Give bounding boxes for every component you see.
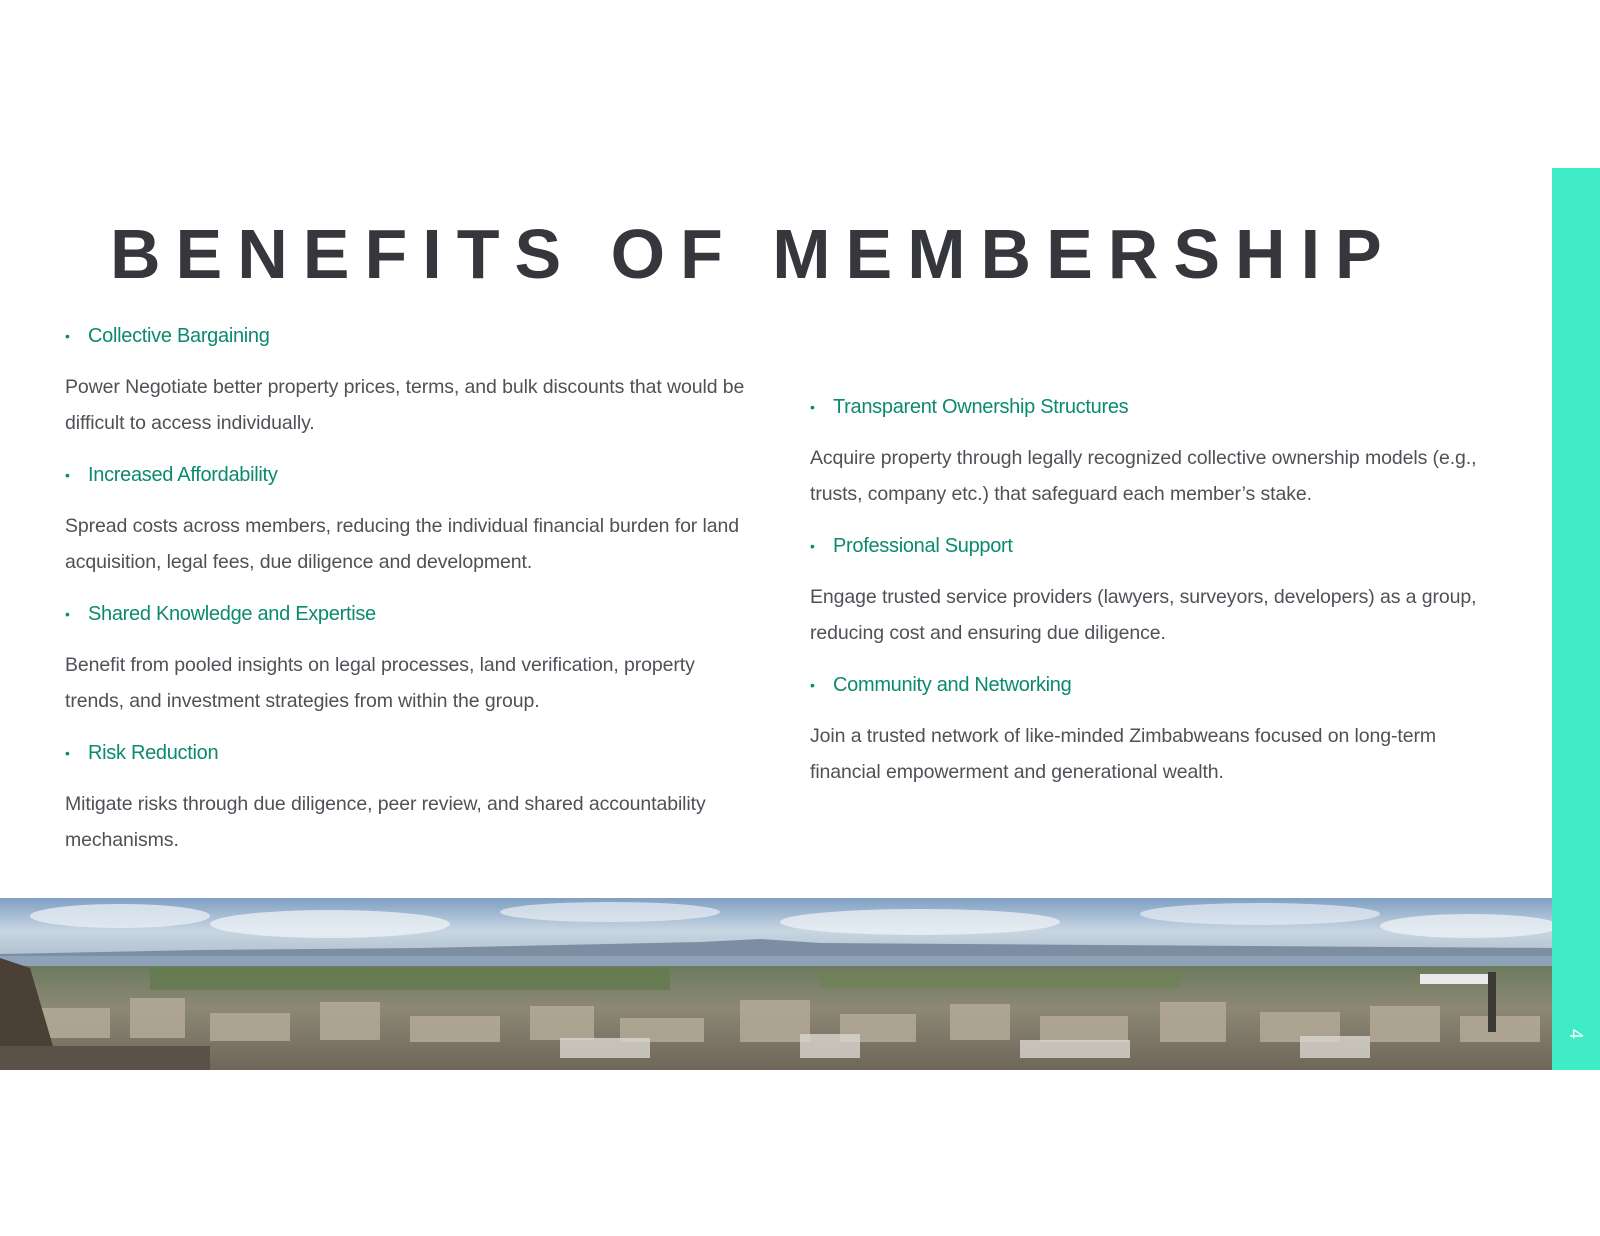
benefit-heading-label: Shared Knowledge and Expertise (88, 603, 376, 625)
benefit-heading-label: Risk Reduction (88, 742, 219, 764)
benefit-heading-label: Professional Support (833, 535, 1013, 557)
benefit-description: Mitigate risks through due diligence, peer review, and shared accountability mechanisms. (65, 793, 706, 851)
benefit-description: Spread costs across members, reducing the individual financial burden for land acquisition, legal fees, due diligence and development. (65, 515, 739, 573)
benefit-heading-label: Increased Affordability (88, 464, 278, 486)
bullet-icon: • (810, 677, 815, 693)
benefit-heading-label: Community and Networking (833, 674, 1072, 696)
bullet-icon: • (810, 399, 815, 415)
benefit-increased-affordability (65, 457, 755, 580)
benefit-heading (65, 596, 755, 632)
benefit-description: Join a trusted network of like-minded Zimbabweans focused on long-term financial empowerment and generational wealth. (810, 725, 1436, 783)
benefit-heading-label: Transparent Ownership Structures (833, 396, 1129, 418)
benefit-description: Benefit from pooled insights on legal processes, land verification, property trends, and investment strategies from within the group. (65, 654, 695, 712)
city-panorama-image (0, 898, 1553, 1070)
benefit-heading (65, 735, 755, 771)
bullet-icon: • (65, 467, 70, 483)
city-panorama-illustration (0, 898, 1553, 1070)
bullet-icon: • (810, 538, 815, 554)
bullet-icon: • (65, 606, 70, 622)
slide-title: BENEFITS OF MEMBERSHIP (110, 215, 1397, 293)
benefit-heading-label: Collective Bargaining (88, 325, 270, 347)
benefit-collective-bargaining (65, 318, 755, 441)
left-benefits-column (65, 318, 755, 874)
benefit-transparent-ownership (810, 389, 1500, 512)
right-benefits-column (810, 389, 1500, 806)
bullet-icon: • (65, 328, 70, 344)
benefit-description: Engage trusted service providers (lawyers, surveyors, developers) as a group, reducing cost and ensuring due diligence. (810, 586, 1477, 644)
benefit-description: Acquire property through legally recognized collective ownership models (e.g., trusts, company etc.) that safeguard each member’s stake. (810, 447, 1477, 505)
bullet-icon: • (65, 745, 70, 761)
benefit-heading (65, 318, 755, 354)
benefit-community-networking (810, 667, 1500, 790)
benefit-heading (810, 389, 1500, 425)
page-number: 4 (1566, 1028, 1586, 1039)
benefit-professional-support (810, 528, 1500, 651)
benefit-heading (65, 457, 755, 493)
benefit-shared-knowledge (65, 596, 755, 719)
accent-side-bar (1552, 168, 1600, 1070)
benefit-risk-reduction (65, 735, 755, 858)
benefit-description: Power Negotiate better property prices, terms, and bulk discounts that would be difficult to access individually. (65, 376, 745, 434)
benefit-heading (810, 528, 1500, 564)
benefit-heading (810, 667, 1500, 703)
